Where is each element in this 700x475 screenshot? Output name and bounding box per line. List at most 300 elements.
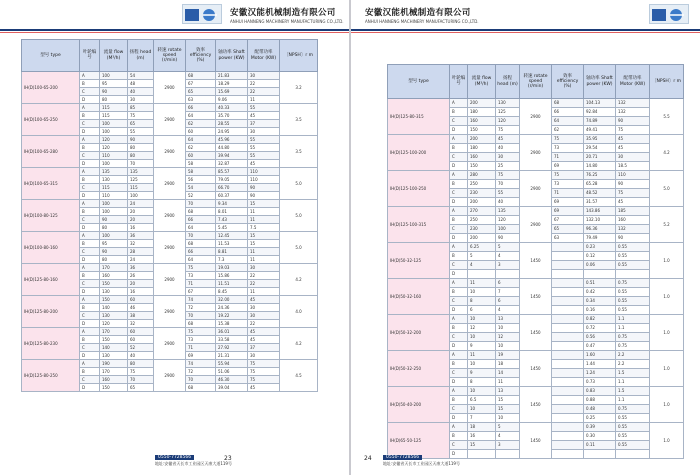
flow-cell: 140 [100, 304, 128, 312]
flow-cell: 160 [100, 272, 128, 280]
impeller-cell: C [450, 441, 468, 450]
head-cell: 46 [128, 304, 154, 312]
motor-cell: 90 [616, 117, 650, 126]
head-cell: 10 [496, 324, 520, 333]
flow-cell: 100 [100, 160, 128, 168]
shaft-power-cell: 0.82 [584, 315, 616, 324]
impeller-cell: C [450, 297, 468, 306]
motor-cell: 132 [616, 225, 650, 234]
impeller-cell: A [80, 72, 100, 80]
table-row [388, 243, 684, 252]
efficiency-cell: 67 [186, 288, 216, 296]
motor-cell: 1.1 [616, 396, 650, 405]
shaft-power-cell: 11.51 [216, 280, 248, 288]
npsh-cell: 4.2 [280, 328, 318, 360]
impeller-cell: B [450, 288, 468, 297]
impeller-cell: C [80, 152, 100, 160]
shaft-power-cell: 132.10 [584, 216, 616, 225]
head-cell: 80 [128, 152, 154, 160]
impeller-cell: C [450, 405, 468, 414]
motor-cell: 0.55 [616, 252, 650, 261]
model-cell: IH(D)125-80-230 [22, 328, 80, 360]
efficiency-cell: 65 [552, 225, 584, 234]
impeller-cell: A [450, 135, 468, 144]
efficiency-cell [552, 333, 584, 342]
impeller-cell: B [80, 240, 100, 248]
shaft-power-cell: 39.04 [216, 384, 248, 392]
flow-cell: 95 [100, 80, 128, 88]
impeller-cell: B [450, 144, 468, 153]
impeller-cell: A [80, 104, 100, 112]
table-row [22, 72, 318, 80]
efficiency-cell: 75 [186, 328, 216, 336]
flow-cell: 80 [100, 224, 128, 232]
motor-cell: 30 [248, 264, 280, 272]
model-cell: IH(D)50-32-125 [388, 243, 450, 279]
shaft-power-cell: 19.03 [216, 264, 248, 272]
motor-cell: 45 [616, 144, 650, 153]
right-page [351, 0, 700, 475]
speed-cell: 2900 [154, 104, 186, 136]
efficiency-cell: 63 [186, 96, 216, 104]
efficiency-cell [552, 432, 584, 441]
model-cell: IH(D)65-50-125 [388, 423, 450, 459]
motor-cell: 1.1 [616, 324, 650, 333]
model-cell: IH(D)125-100-250 [388, 171, 450, 207]
table-row [388, 99, 684, 108]
head-cell: 60 [128, 336, 154, 344]
speed-cell: 2900 [520, 171, 552, 207]
impeller-cell: C [450, 153, 468, 162]
flow-cell: 160 [468, 117, 496, 126]
head-cell: 40 [496, 198, 520, 207]
impeller-cell: D [80, 288, 100, 296]
flow-cell: 100 [100, 120, 128, 128]
motor-cell: 22 [248, 280, 280, 288]
head-cell: 45 [496, 135, 520, 144]
flow-cell: 100 [100, 232, 128, 240]
flow-cell: 10 [468, 315, 496, 324]
shaft-power-cell: 96.36 [584, 225, 616, 234]
flow-cell: 160 [468, 153, 496, 162]
footer-address: 地址:安徽省天长市工业园区天康大道119号 [383, 461, 460, 466]
efficiency-cell [552, 414, 584, 423]
col-header-efficiency: 效率 efficiency (%) [552, 65, 584, 99]
flow-cell: 140 [100, 344, 128, 352]
company-logo [649, 4, 689, 24]
impeller-cell: B [450, 360, 468, 369]
table-row [22, 328, 318, 336]
table-row [388, 351, 684, 360]
speed-cell: 2900 [154, 136, 186, 168]
impeller-cell: A [80, 328, 100, 336]
col-header-speed: 转速 rotate speed (r/min) [154, 40, 186, 72]
efficiency-cell [552, 423, 584, 432]
flow-cell: 4 [468, 261, 496, 270]
speed-cell: 2900 [154, 200, 186, 232]
motor-cell: 45 [248, 112, 280, 120]
speed-cell: 2900 [154, 168, 186, 200]
shaft-power-cell: 20.71 [584, 153, 616, 162]
shaft-power-cell: 79.05 [216, 176, 248, 184]
head-cell: 125 [496, 108, 520, 117]
model-cell: IH(D)125-100-315 [388, 207, 450, 243]
impeller-cell: B [80, 208, 100, 216]
head-cell: 48 [128, 80, 154, 88]
motor-cell: 15 [248, 200, 280, 208]
col-header-flow: 流量 flow (M³/h) [100, 40, 128, 72]
flow-cell: 6.5 [468, 396, 496, 405]
shaft-power-cell: 12.45 [216, 232, 248, 240]
impeller-cell: C [450, 369, 468, 378]
head-cell: 30 [496, 153, 520, 162]
col-header-model: 型号 type [388, 65, 450, 99]
shaft-power-cell: 7.3 [216, 256, 248, 264]
speed-cell: 2900 [154, 72, 186, 104]
impeller-cell: D [80, 192, 100, 200]
head-cell: 19 [496, 351, 520, 360]
impeller-cell: C [450, 117, 468, 126]
col-header-shaft-power: 轴功率 Shaft power (KW) [584, 65, 616, 99]
shaft-power-cell: 44.80 [216, 144, 248, 152]
efficiency-cell: 73 [186, 336, 216, 344]
table-row [22, 360, 318, 368]
npsh-cell: 1.0 [650, 279, 684, 315]
head-cell: 70 [128, 160, 154, 168]
motor-cell: 45 [616, 135, 650, 144]
motor-cell: 132 [616, 108, 650, 117]
efficiency-cell: 68 [552, 99, 584, 108]
npsh-cell: 1.0 [650, 243, 684, 279]
company-name-cn: 安徽汉能机械制造有限公司 [230, 8, 336, 18]
shaft-power-cell: 8.01 [216, 208, 248, 216]
efficiency-cell [552, 342, 584, 351]
efficiency-cell: 68 [186, 72, 216, 80]
speed-cell: 1450 [520, 243, 552, 279]
npsh-cell: 1.0 [650, 387, 684, 423]
head-cell [496, 450, 520, 459]
flow-cell: 200 [468, 135, 496, 144]
shaft-power-cell: 21.83 [216, 72, 248, 80]
motor-cell: 2.2 [616, 360, 650, 369]
efficiency-cell [552, 360, 584, 369]
company-name-en: ANHUI HANNENG MACHINERY MANUFACTURING CO.,LTD. [365, 19, 479, 24]
motor-cell: 2.2 [616, 351, 650, 360]
motor-cell [616, 270, 650, 279]
head-cell: 32 [128, 240, 154, 248]
shaft-power-cell: 27.92 [216, 344, 248, 352]
shaft-power-cell: 46.30 [216, 376, 248, 384]
motor-cell: 45 [248, 160, 280, 168]
flow-cell: 115 [100, 112, 128, 120]
head-cell: 15 [496, 396, 520, 405]
table-header-row [388, 65, 684, 99]
head-cell: 90 [128, 136, 154, 144]
flow-cell: 130 [100, 312, 128, 320]
efficiency-cell [552, 369, 584, 378]
efficiency-cell [552, 261, 584, 270]
efficiency-cell [552, 315, 584, 324]
head-cell: 16 [128, 288, 154, 296]
npsh-cell: 1.0 [650, 315, 684, 351]
col-header-motor: 配带功率 Motor (KW) [248, 40, 280, 72]
flow-cell: 5 [468, 252, 496, 261]
flow-cell: 6.25 [468, 243, 496, 252]
head-cell: 80 [128, 144, 154, 152]
impeller-cell: C [80, 184, 100, 192]
motor-cell: 11 [248, 248, 280, 256]
head-cell: 6 [496, 279, 520, 288]
speed-cell: 2900 [154, 232, 186, 264]
flow-cell [468, 270, 496, 279]
efficiency-cell [552, 252, 584, 261]
impeller-cell: B [80, 80, 100, 88]
flow-cell: 9 [468, 342, 496, 351]
motor-cell: 30 [248, 352, 280, 360]
motor-cell: 1.1 [616, 378, 650, 387]
efficiency-cell: 73 [552, 144, 584, 153]
impeller-cell: B [450, 180, 468, 189]
table-row [22, 264, 318, 272]
efficiency-cell [552, 306, 584, 315]
header-rule-accent [351, 32, 700, 33]
shaft-power-cell: 0.16 [584, 306, 616, 315]
motor-cell: 22 [248, 88, 280, 96]
flow-cell: 150 [100, 280, 128, 288]
efficiency-cell: 71 [552, 189, 584, 198]
shaft-power-cell: 15.69 [216, 88, 248, 96]
motor-cell: 37 [248, 344, 280, 352]
motor-cell: 55 [248, 144, 280, 152]
npsh-cell: 1.0 [650, 423, 684, 459]
shaft-power-cell [584, 450, 616, 459]
motor-cell: 0.55 [616, 432, 650, 441]
head-cell: 70 [128, 376, 154, 384]
table-row [388, 279, 684, 288]
footer-phone: 0550-7728566 [383, 455, 422, 460]
efficiency-cell: 54 [186, 184, 216, 192]
impeller-cell: B [450, 324, 468, 333]
speed-cell: 1450 [520, 315, 552, 351]
flow-cell: 150 [100, 384, 128, 392]
shaft-power-cell: 9.06 [216, 96, 248, 104]
flow-cell: 120 [100, 144, 128, 152]
shaft-power-cell: 0.39 [584, 423, 616, 432]
impeller-cell: A [80, 360, 100, 368]
motor-cell: 45 [616, 198, 650, 207]
flow-cell: 11 [468, 279, 496, 288]
shaft-power-cell: 48.52 [584, 189, 616, 198]
efficiency-cell: 73 [552, 180, 584, 189]
model-cell: IH(D)100-80-125 [22, 200, 80, 232]
npsh-cell: 5.5 [650, 99, 684, 135]
speed-cell: 1450 [520, 351, 552, 387]
head-cell: 135 [496, 207, 520, 216]
efficiency-cell: 66 [186, 104, 216, 112]
head-cell: 70 [496, 180, 520, 189]
speed-cell: 2900 [520, 99, 552, 135]
flow-cell: 11 [468, 351, 496, 360]
head-cell: 4 [496, 306, 520, 315]
impeller-cell: A [80, 136, 100, 144]
head-cell: 36 [128, 232, 154, 240]
flow-cell: 10 [468, 333, 496, 342]
head-cell [496, 270, 520, 279]
model-cell: IH(D)50-32-160 [388, 279, 450, 315]
impeller-cell: B [450, 432, 468, 441]
speed-cell: 2900 [520, 135, 552, 171]
impeller-cell: C [80, 120, 100, 128]
flow-cell: 15 [468, 441, 496, 450]
flow-cell: 250 [468, 180, 496, 189]
model-cell: IH(D)100-80-160 [22, 232, 80, 264]
company-logo [182, 4, 222, 24]
table-row [388, 207, 684, 216]
motor-cell: 185 [616, 207, 650, 216]
efficiency-cell [552, 270, 584, 279]
efficiency-cell [552, 279, 584, 288]
shaft-power-cell: 49.41 [584, 126, 616, 135]
impeller-cell: A [450, 423, 468, 432]
flow-cell: 10 [468, 405, 496, 414]
head-cell: 90 [496, 234, 520, 243]
head-cell: 20 [128, 216, 154, 224]
head-cell: 20 [128, 208, 154, 216]
motor-cell: 22 [248, 80, 280, 88]
head-cell: 55 [128, 128, 154, 136]
col-header-flow: 流量 flow (M³/h) [468, 65, 496, 99]
head-cell: 3 [496, 261, 520, 270]
motor-cell: 30 [248, 128, 280, 136]
efficiency-cell: 69 [552, 198, 584, 207]
model-cell: IH(D)125-80-250 [22, 360, 80, 392]
motor-cell: 1.5 [616, 369, 650, 378]
motor-cell: 0.55 [616, 306, 650, 315]
efficiency-cell: 73 [186, 272, 216, 280]
npsh-cell: 5.0 [280, 200, 318, 232]
col-header-motor: 配带功率 Motor (KW) [616, 65, 650, 99]
efficiency-cell: 64 [186, 224, 216, 232]
shaft-power-cell: 32.00 [216, 296, 248, 304]
efficiency-cell: 69 [186, 352, 216, 360]
col-header-impeller: 叶轮编号 [450, 65, 468, 99]
shaft-power-cell: 0.88 [584, 396, 616, 405]
flow-cell [468, 450, 496, 459]
flow-cell: 170 [100, 264, 128, 272]
speed-cell: 1450 [520, 279, 552, 315]
shaft-power-cell: 0.25 [584, 414, 616, 423]
flow-cell: 120 [100, 136, 128, 144]
motor-cell: 110 [248, 176, 280, 184]
npsh-cell: 5.0 [280, 168, 318, 200]
efficiency-cell [552, 378, 584, 387]
efficiency-cell: 52 [186, 192, 216, 200]
shaft-power-cell: 0.73 [584, 378, 616, 387]
head-cell: 26 [128, 272, 154, 280]
efficiency-cell [552, 387, 584, 396]
efficiency-cell: 64 [186, 256, 216, 264]
header-rule [0, 29, 349, 31]
impeller-cell: D [450, 270, 468, 279]
speed-cell: 2900 [154, 264, 186, 296]
motor-cell: 45 [248, 296, 280, 304]
head-cell: 4 [496, 252, 520, 261]
head-cell: 75 [128, 368, 154, 376]
impeller-cell: A [80, 296, 100, 304]
flow-cell: 16 [468, 432, 496, 441]
impeller-cell: A [80, 264, 100, 272]
pump-spec-table-right [387, 64, 684, 459]
flow-cell: 80 [100, 256, 128, 264]
impeller-cell: C [450, 189, 468, 198]
table-row [22, 168, 318, 176]
flow-cell: 110 [100, 192, 128, 200]
page-footer [155, 454, 232, 467]
page-header [230, 6, 344, 28]
flow-cell: 100 [100, 72, 128, 80]
motor-cell: 11 [248, 216, 280, 224]
shaft-power-cell: 11.53 [216, 240, 248, 248]
col-header-head: 扬程 head (m) [128, 40, 154, 72]
flow-cell: 170 [100, 368, 128, 376]
impeller-cell: C [80, 216, 100, 224]
impeller-cell: D [450, 198, 468, 207]
shaft-power-cell: 51.06 [216, 368, 248, 376]
efficiency-cell: 66 [186, 248, 216, 256]
head-cell: 6 [496, 297, 520, 306]
efficiency-cell: 74 [186, 296, 216, 304]
shaft-power-cell [584, 270, 616, 279]
flow-cell: 160 [100, 376, 128, 384]
impeller-cell: A [450, 279, 468, 288]
impeller-cell: D [450, 450, 468, 459]
col-header-npsh: 〔NPSH〕r m [650, 65, 684, 99]
flow-cell: 150 [468, 126, 496, 135]
shaft-power-cell: 32.87 [216, 160, 248, 168]
impeller-cell: C [450, 261, 468, 270]
model-cell: IH(D)50-32-200 [388, 315, 450, 351]
shaft-power-cell: 85.57 [216, 168, 248, 176]
motor-cell: 160 [616, 216, 650, 225]
motor-cell: 55 [248, 104, 280, 112]
head-cell: 125 [128, 176, 154, 184]
shaft-power-cell: 1.60 [584, 351, 616, 360]
flow-cell: 10 [468, 360, 496, 369]
footer-address: 地址:安徽省天长市工业园区天康大道119号 [155, 461, 232, 466]
page-number: 23 [224, 455, 232, 462]
head-cell: 55 [496, 189, 520, 198]
motor-cell: 37 [248, 120, 280, 128]
npsh-cell: 5.0 [650, 171, 684, 207]
head-cell: 28 [128, 248, 154, 256]
efficiency-cell [552, 450, 584, 459]
flow-cell: 135 [100, 168, 128, 176]
head-cell: 36 [128, 264, 154, 272]
npsh-cell: 3.2 [280, 72, 318, 104]
flow-cell: 80 [100, 96, 128, 104]
footer-phone: 0550-7728566 [155, 455, 194, 460]
head-cell: 75 [496, 171, 520, 180]
impeller-cell: C [450, 333, 468, 342]
efficiency-cell: 69 [552, 162, 584, 171]
flow-cell: 130 [100, 176, 128, 184]
efficiency-cell: 67 [552, 216, 584, 225]
motor-cell: 90 [248, 184, 280, 192]
col-header-speed: 转速 rotate speed (r/min) [520, 65, 552, 99]
shaft-power-cell: 0.23 [584, 243, 616, 252]
head-cell: 54 [128, 72, 154, 80]
impeller-cell: B [450, 252, 468, 261]
